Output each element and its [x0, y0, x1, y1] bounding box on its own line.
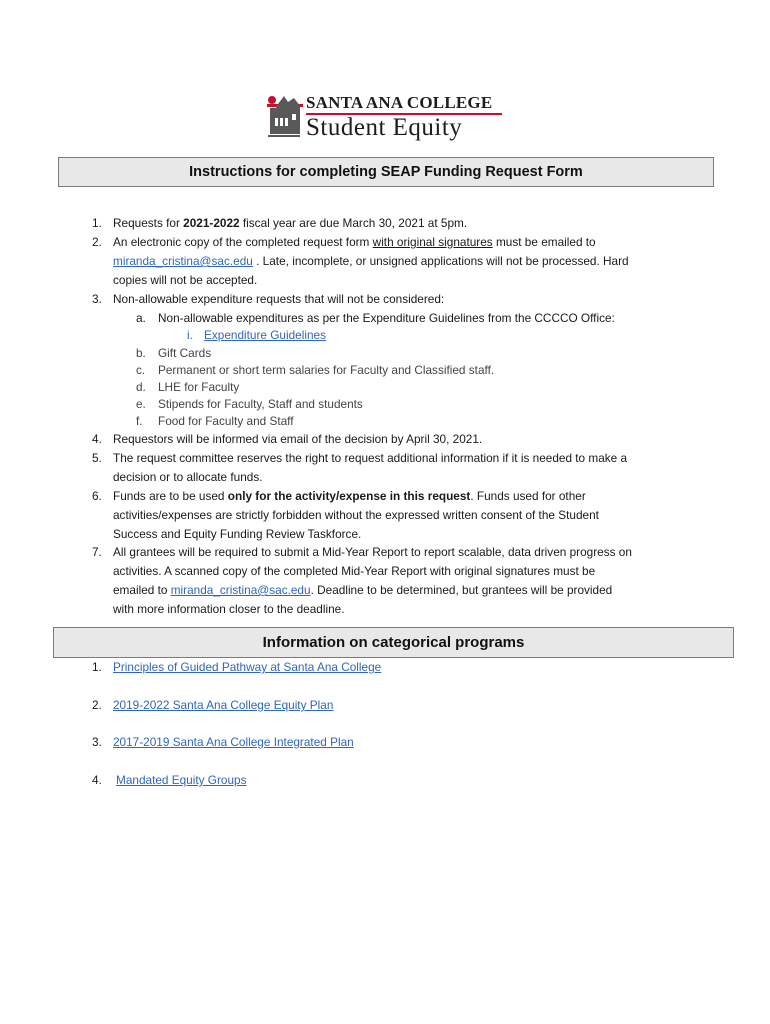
instructions-title: Instructions for completing SEAP Funding Request Form	[58, 157, 714, 187]
list-number: 3.	[92, 735, 102, 749]
expenditure-guidelines-link[interactable]: Expenditure Guidelines	[204, 328, 326, 342]
equity-plan-link[interactable]: 2019-2022 Santa Ana College Equity Plan	[113, 698, 334, 712]
subsublist-numeral: i.	[187, 328, 193, 342]
list-item-continued: activities. A scanned copy of the completed Mid-Year Report with original signatures must be	[113, 564, 596, 578]
list-item-continued: activities/expenses are strictly forbidden without the expressed written consent of the Student	[113, 508, 599, 522]
list-item-continued: miranda_cristina@sac.edu . Late, incomplete, or unsigned applications will not be processed. Hard	[113, 254, 629, 268]
list-item: Funds are to be used only for the activity/expense in this request. Funds used for other	[113, 489, 586, 503]
list-item-continued: with more information closer to the deadline.	[113, 602, 345, 616]
college-building-icon	[266, 92, 304, 140]
mandated-equity-groups-link[interactable]: Mandated Equity Groups	[116, 773, 247, 787]
list-number: 3.	[92, 292, 102, 306]
list-number: 4.	[92, 432, 102, 446]
sublist-letter: d.	[136, 380, 146, 394]
fiscal-year: 2021-2022	[183, 216, 240, 230]
list-number: 4.	[92, 773, 102, 787]
list-item: The request committee reserves the right to request additional information if it is needed to make a	[113, 451, 628, 465]
sublist-item: Food for Faculty and Staff	[158, 414, 294, 428]
email-link[interactable]: miranda_cristina@sac.edu	[113, 254, 253, 268]
email-link[interactable]: miranda_cristina@sac.edu	[170, 583, 311, 597]
sublist-item: Permanent or short term salaries for Faculty and Classified staff.	[158, 363, 495, 377]
list-item: An electronic copy of the completed request form with original signatures must be emailed to	[113, 235, 596, 249]
sublist-item: Stipends for Faculty, Staff and students	[158, 397, 363, 411]
list-number: 1.	[92, 216, 102, 230]
sublist-item: Non-allowable expenditures as per the Expenditure Guidelines from the CCCCO Office:	[158, 311, 615, 325]
list-item-continued: Success and Equity Funding Review Taskforce.	[113, 527, 362, 541]
list-item: Non-allowable expenditure requests that will not be considered:	[113, 292, 445, 306]
list-number: 7.	[92, 545, 102, 559]
sublist-letter: b.	[136, 346, 146, 360]
list-number: 2.	[92, 235, 102, 249]
sublist-letter: a.	[136, 311, 146, 325]
list-item-continued: decision or to allocate funds.	[113, 470, 263, 484]
list-number: 2.	[92, 698, 102, 712]
list-item: Requestors will be informed via email of the decision by April 30, 2021.	[113, 432, 483, 446]
list-item-continued: emailed to miranda_cristina@sac.edu. Deadline to be determined, but grantees will be provided	[113, 583, 613, 597]
sublist-item: LHE for Faculty	[158, 380, 240, 394]
logo-college-name: SANTA ANA COLLEGE	[306, 93, 493, 112]
list-item: Requests for 2021-2022 fiscal year are due March 30, 2021 at 5pm.	[113, 216, 468, 230]
integrated-plan-link[interactable]: 2017-2019 Santa Ana College Integrated Plan	[113, 735, 354, 749]
list-number: 6.	[92, 489, 102, 503]
sublist-letter: e.	[136, 397, 146, 411]
categorical-programs-title: Information on categorical programs	[53, 627, 734, 658]
list-number: 1.	[92, 660, 102, 674]
sublist-letter: c.	[136, 363, 146, 377]
guided-pathway-link[interactable]: Principles of Guided Pathway at Santa Ana College	[113, 660, 382, 674]
sublist-letter: f.	[136, 414, 143, 428]
list-item: All grantees will be required to submit a Mid-Year Report to report scalable, data driven progress on	[113, 545, 632, 559]
logo-department-name: Student Equity	[306, 114, 463, 141]
sublist-item: Gift Cards	[158, 346, 212, 360]
usage-restriction: only for the activity/expense in this request	[227, 489, 471, 503]
list-item-continued: copies will not be accepted.	[113, 273, 258, 287]
college-logo	[266, 90, 506, 146]
list-number: 5.	[92, 451, 102, 465]
